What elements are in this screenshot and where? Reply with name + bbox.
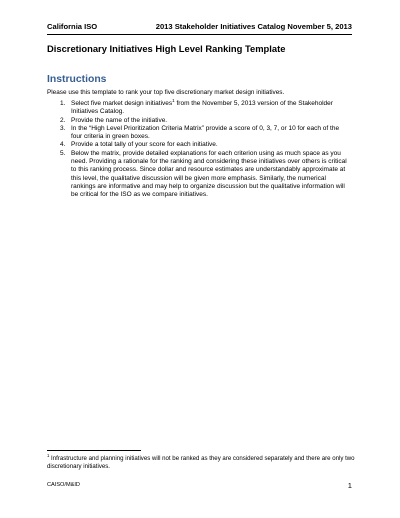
footnote [47,452,357,472]
footnote-text: Infrastructure and planning initiatives will not be ranked as they are considered separately and there are only two discretionary initiatives. [47,455,355,471]
header-rule [47,34,352,35]
list-item-number: 5. [60,149,66,157]
footer-dept: CAISO/M&ID [47,482,80,488]
list-item-number: 2. [60,116,66,124]
header-doc-info: 2013 Stakeholder Initiatives Catalog November 5, 2013 [155,22,352,31]
page-number: 1 [347,481,352,490]
list-item [47,97,352,117]
list-item-number: 3. [60,124,66,132]
list-item-text: Select five market design initiatives [71,100,173,107]
footnote-marker: 1 [47,452,50,458]
list-item-number: 4. [60,141,66,149]
footnote-reference[interactable]: 1 [172,97,175,103]
instructions-list [47,97,352,200]
list-item [47,117,352,125]
list-item-text: Provide a total tally of your score for each initiative. [71,141,218,149]
footnote-separator [47,450,141,451]
instructions-heading: Instructions [47,74,107,85]
list-item-number: 1. [60,100,66,107]
header-org: California ISO [47,22,98,31]
list-item-text: Provide the name of the initiative. [71,116,168,124]
list-item [47,141,352,149]
document-title: Discretionary Initiatives High Level Ranking Template [47,43,286,54]
list-item-text: In the “High Level Prioritization Criteria Matrix” provide a score of 0, 3, 7, or 10 for each of the four criteria in green boxes. [71,124,340,141]
list-item-text: Below the matrix, provide detailed explanations for each criterion using as much space as you need. Providing a rationale for the ranking and considering these initiatives over others is critical to this ranking process. Since dollar and resource estimates are understandably approximate at this level, the qualitative discussion will be given more emphasis. Similarly, the numerical rankings are informative and may help to organize discussion but the qualitative information will be critical for the ISO as we compare initiatives. [71,149,347,199]
list-item [47,150,352,200]
instructions-intro: Please use this template to rank your top five discretionary market design initiatives. [47,89,285,96]
list-item-text-cont: from the November 5, 2013 version of the Stakeholder Initiatives Catalog. [71,100,333,116]
list-item [47,125,352,142]
